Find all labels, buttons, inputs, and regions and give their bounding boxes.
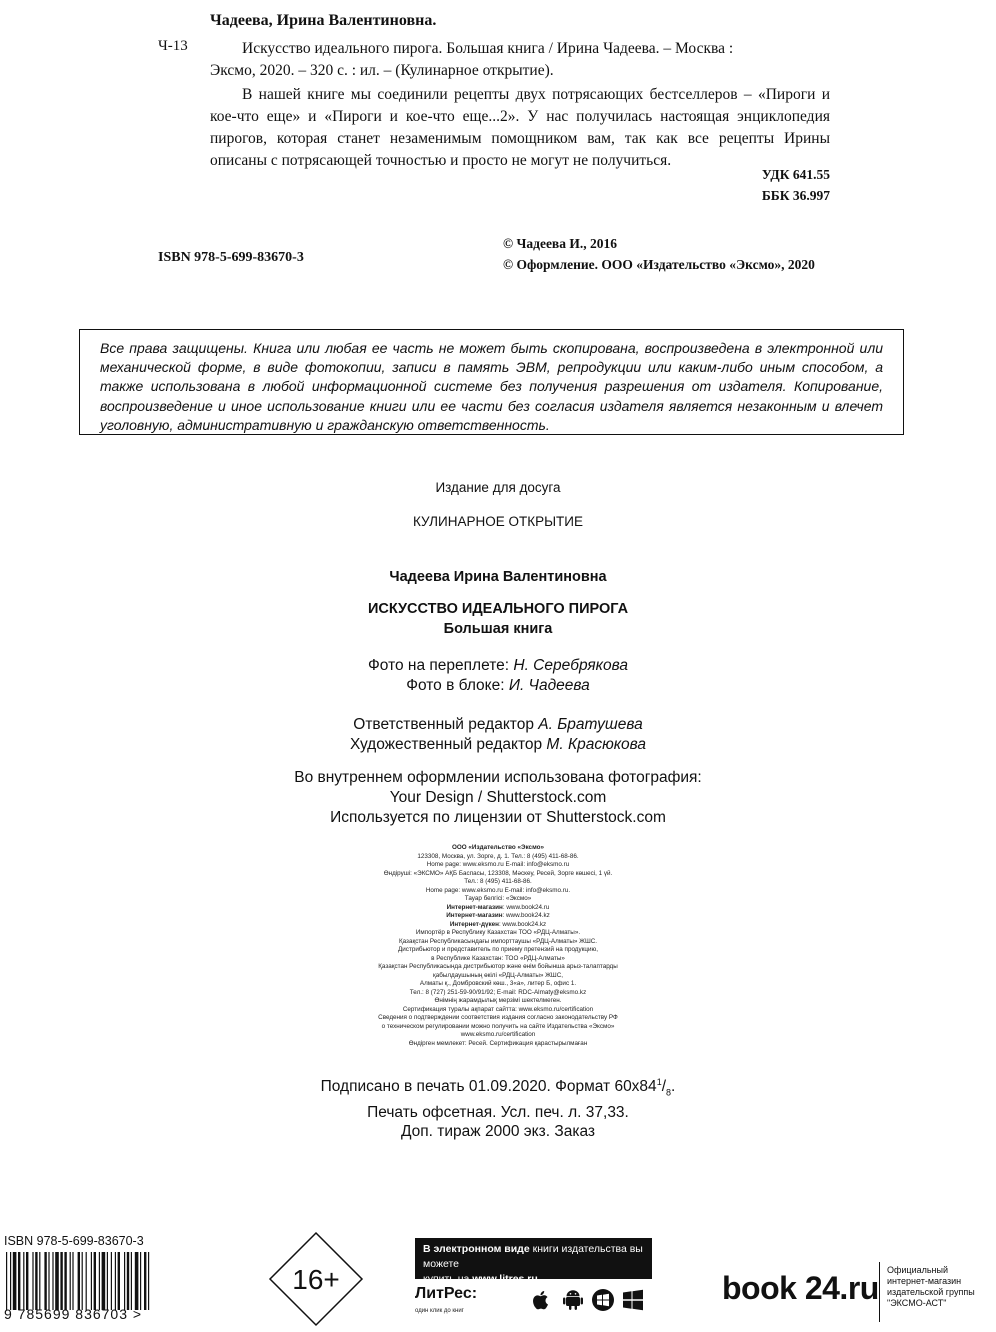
print-data-line-1: Подписано в печать 01.09.2020. Формат $60x84^1/_8$. (320, 1077, 676, 1098)
barcode-bar (111, 1252, 112, 1310)
barcode-bar (148, 1252, 149, 1310)
barcode-bar (10, 1252, 11, 1310)
litres-logo: ЛитРес: (415, 1285, 478, 1302)
publisher-shop-3: Интернет-дүкен: www.book24.kz (449, 920, 547, 928)
publisher-kz-maker: Өндіруші: «ЭКСМО» АҚБ Баспасы, 123308, Мәскеу, Ресей, Зорге көшесі, 1 үй. (383, 869, 613, 877)
barcode-bar (124, 1252, 125, 1310)
barcode-bar (64, 1252, 66, 1310)
editor-name: А. Братушева (538, 716, 643, 733)
classification-codes (762, 164, 830, 206)
publisher-shop-1: Интернет-магазин: www.book24.ru (446, 903, 550, 911)
bibliographic-line-2: Эксмо, 2020. – 320 с. : ил. – (Кулинарное открытие). (210, 62, 554, 79)
photo-block-label: Фото в блоке: (406, 677, 505, 694)
barcode-bar (48, 1252, 49, 1310)
photo-cover-name: Н. Серебрякова (513, 657, 628, 674)
publisher-homepage: Home page: www.eksmo.ru E-mail: info@eksmo.ru (426, 861, 570, 868)
age-rating-badge (268, 1231, 364, 1327)
photo-credits (0, 656, 996, 696)
imprint-title: ИСКУССТВО ИДЕАЛЬНОГО ПИРОГА (367, 601, 629, 617)
publisher-kz-line: Өнімнің жарамдылық мерзімі шектелмеген. (434, 997, 562, 1004)
series-name: КУЛИНАРНОЕ ОТКРЫТИЕ (413, 514, 583, 529)
copyright-design: © Оформление. ООО «Издательство «Эксмо», 2020 (503, 257, 815, 272)
publisher-kz-line: в Республике Казахстан: ТОО «РДЦ-Алматы» (431, 954, 565, 962)
book24-logo: book 24.ru (722, 1270, 879, 1306)
shutter-line-3: Используется по лицензии от Shutterstock.com (330, 809, 666, 826)
barcode (4, 1252, 194, 1310)
publisher-kz-phone: Тел.: 8 (495) 411-68-86. (464, 878, 532, 885)
print-data-line-2: Печать офсетная. Усл. печ. л. 37,33. (367, 1103, 629, 1121)
publisher-kz-line: Қазақстан Республикасында дистрибьютор және өнім бойынша арыз-талаптарды (378, 963, 618, 970)
publisher-kz-line: Тел.: 8 (727) 251-59-90/91/92; E-mail: RDC-Almaty@eksmo.kz (409, 988, 587, 996)
barcode-bar (144, 1252, 146, 1310)
print-data (0, 1073, 996, 1142)
rights-notice-box (79, 329, 904, 435)
publisher-kz-line: Сертификация туралы ақпарат сайтта: www.eksmo.ru/certification (402, 1005, 594, 1013)
book24-divider (879, 1262, 880, 1322)
art-editor-label: Художественный редактор (349, 736, 543, 753)
barcode-bar (140, 1252, 141, 1310)
publisher-name: ООО «Издательство «Эксмо» (451, 844, 544, 851)
photo-block-name: И. Чадеева (508, 677, 590, 694)
barcode-bar (60, 1252, 62, 1310)
rights-notice-text: Все права защищены. Книга или любая ее часть не может быть скопирована, воспроизведена в электронной или механической форме, в виде фотокопии, записи в память ЭВМ, репродукции или каким-либо иным способом, а также использована в любой информационной системе без получения разрешения от издателя. Копирование, воспроизведение и иное использование книги или ее части без согласия издателя является незаконным и влечет уголовную, административную и гражданскую ответственность. (100, 340, 883, 433)
photo-cover-label: Фото на переплете: (368, 657, 510, 674)
barcode-bar (99, 1252, 100, 1310)
udk-code: УДК 641.55 (761, 167, 830, 182)
barcode-bar (94, 1252, 96, 1310)
publisher-kz-line: Қазақстан Республикасындағы импорттаушы «РДЦ-Алматы» ЖШС. (398, 937, 598, 945)
barcode-bar (82, 1252, 83, 1310)
publisher-info (250, 844, 746, 1048)
barcode-bar (107, 1252, 108, 1310)
barcode-bar (86, 1252, 87, 1310)
barcode-bar (35, 1252, 37, 1310)
publisher-kz-line: Импортёр в Республику Казахстан ТОО «РДЦ-Алматы». (415, 929, 581, 936)
print-data-line-3: Доп. тираж 2000 экз. Заказ (401, 1123, 595, 1141)
bibliographic-description (210, 38, 830, 82)
litres-tagline: один клик до книг (415, 1308, 464, 1314)
barcode-bar (72, 1252, 73, 1310)
barcode-digits: 9 785699 836703 > (4, 1306, 143, 1322)
book-annotation: В нашей книге мы соединили рецепты двух потрясающих бестселлеров – «Пироги и кое-что еще» и «Пироги и кое-что еще...2». У нас получилась настоящая энциклопедия пирогов, которая станет незаменимым помощником вам, так как все рецепты Ирины описаны с потрясающей точностью и просто не могут не получиться. (210, 86, 830, 169)
publisher-address: 123308, Москва, ул. Зорге, д. 1. Тел.: 8 (495) 411-68-86. (417, 852, 579, 860)
publisher-brand: Тауар белгісі: «Эксмо» (464, 895, 532, 902)
barcode-bar (118, 1252, 120, 1310)
barcode-bar (70, 1252, 71, 1310)
windows-icon (621, 1288, 645, 1312)
barcode-bar (23, 1252, 24, 1310)
editor-credits (0, 715, 996, 755)
isbn-top: ISBN 978-5-699-83670-3 (158, 250, 304, 265)
barcode-bar (78, 1252, 80, 1310)
author-sign-code: Ч-13 (158, 38, 188, 54)
android-icon (561, 1288, 585, 1312)
publisher-shop-2: Интернет-магазин: www.book24.kz (446, 912, 550, 919)
barcode-bar (91, 1252, 92, 1310)
apple-icon (529, 1288, 553, 1312)
publisher-cert-line: www.eksmo.ru/certification (460, 1031, 536, 1038)
editor-label: Ответственный редактор (353, 716, 534, 733)
imprint-subtitle: Большая книга (443, 621, 553, 637)
imprint-author: Чадеева Ирина Валентиновна (389, 569, 607, 585)
barcode-bar (131, 1252, 132, 1310)
bbk-code: ББК 36.997 (761, 188, 830, 203)
barcode-bar (32, 1252, 33, 1310)
barcode-bar (18, 1252, 20, 1310)
windows-phone-icon (591, 1288, 615, 1312)
barcode-bar (55, 1252, 59, 1310)
barcode-bar (6, 1252, 7, 1310)
publisher-cert-line: Өндірген мемлекет: Ресей. Сертификация қарастырылмаған (408, 1039, 588, 1047)
barcode-bar (52, 1252, 53, 1310)
book24-note: Официальный интернет-магазин издательской группы "ЭКСМО-АСТ" (887, 1265, 975, 1308)
publisher-kz-line: қабылдаушының өкілі «РДЦ-Алматы» ЖШС, (432, 971, 563, 979)
barcode-bar (115, 1252, 116, 1310)
art-editor-name: М. Красюкова (546, 736, 647, 753)
shutter-line-1: Во внутреннем оформлении использована фотография: (294, 769, 702, 786)
isbn-bottom: ISBN 978-5-699-83670-3 (4, 1234, 144, 1248)
barcode-bar (13, 1252, 17, 1310)
barcode-bar (102, 1252, 106, 1310)
copyright-author: © Чадеева И., 2016 (503, 236, 617, 251)
litres-panel (415, 1238, 652, 1328)
barcode-bar (26, 1252, 28, 1310)
edition-type: Издание для досуга (435, 480, 561, 495)
shutter-line-2: Your Design / Shutterstock.com (389, 789, 607, 806)
barcode-bar (127, 1252, 129, 1310)
publisher-kz-line: Алматы қ., Домбровский көш., 3«а», литер Б, офис 1. (419, 980, 577, 987)
publisher-kz-line: Дистрибьютор и представитель по приему претензий на продукцию, (398, 946, 598, 953)
barcode-bar (39, 1252, 40, 1310)
litres-banner: В электронном виде книги издательства вы можете купить на www.litres.ru (415, 1238, 652, 1279)
copyright-block (503, 233, 815, 275)
bibliographic-line-1: Искусство идеального пирога. Большая книга / Ирина Чадеева. – Москва : (242, 40, 734, 57)
publisher-kz-homepage: Home page: www.eksmo.ru E-mail: info@eksmo.ru. (425, 886, 571, 894)
barcode-bar (135, 1252, 139, 1310)
bibliographic-author-heading: Чадеева, Ирина Валентиновна. (210, 12, 437, 29)
shutterstock-credits (0, 768, 996, 828)
age-rating-text: 16+ (292, 1264, 340, 1295)
barcode-bar (44, 1252, 46, 1310)
publisher-cert-line: Сведения о подтверждении соответствия издания согласно законодательству РФ (378, 1014, 618, 1021)
publisher-cert-line: о техническом регулировании можно получить на сайте Издательства «Эксмо» (381, 1022, 615, 1030)
